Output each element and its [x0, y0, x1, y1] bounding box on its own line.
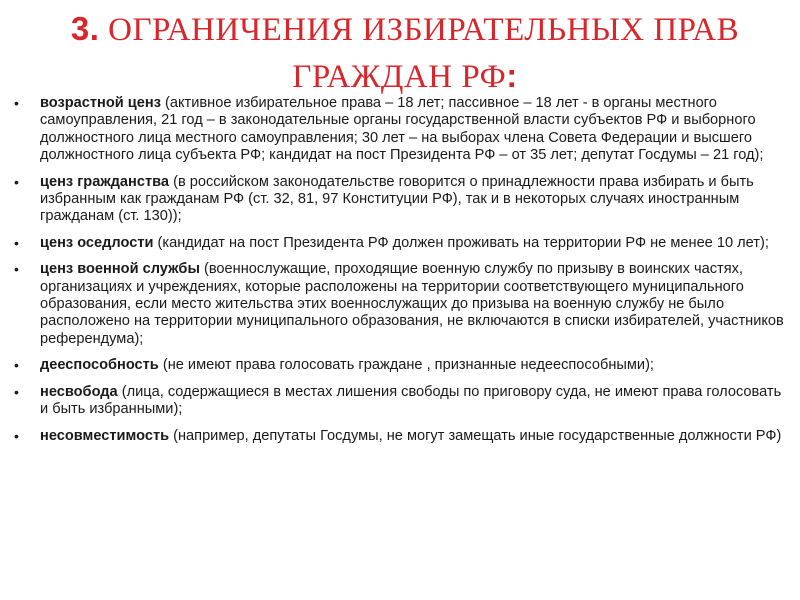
- list-item: [14, 357, 784, 374]
- slide-edge: [0, 0, 10, 600]
- bullet-icon: •: [14, 234, 19, 251]
- list-item: [14, 235, 784, 252]
- item-text: (кандидат на пост Президента РФ должен проживать на территории РФ не менее 10 лет);: [153, 234, 769, 251]
- bullet-icon: •: [14, 383, 19, 400]
- item-text: (военнослужащие, проходящие военную службу по призыву в воинских частях, организациях и учреждениях, которые расположены на территории соответствующего муниципального образования, если место жительства этих военнослужащих до призыва на военную службу не было расположено на территории муниципального образования, не включаются в списки избирателей, участников референдума);: [40, 261, 784, 347]
- list-item: [14, 95, 784, 165]
- title-text-2: ГРАЖДАН РФ: [292, 59, 507, 95]
- title-line-2: [20, 53, 790, 100]
- item-term: ценз гражданства: [40, 173, 170, 190]
- slide-title: [20, 6, 790, 100]
- list-item: [14, 384, 784, 419]
- item-text: (лица, содержащиеся в местах лишения свободы по приговору суда, не имеют права голосовать и быть избранными);: [40, 383, 782, 418]
- item-term: ценз военной службы: [40, 261, 200, 278]
- title-line-1: [20, 6, 790, 53]
- item-text: (например, депутаты Госдумы, не могут замещать иные государственные должности РФ): [169, 427, 782, 444]
- item-term: несвобода: [40, 383, 118, 400]
- title-text-1: ОГРАНИЧЕНИЯ ИЗБИРАТЕЛЬНЫХ ПРАВ: [108, 12, 740, 48]
- item-term: дееспособность: [40, 357, 159, 374]
- bullet-icon: •: [14, 173, 19, 190]
- bullet-icon: •: [14, 357, 19, 374]
- bullet-icon: •: [14, 261, 19, 278]
- bullet-icon: •: [14, 95, 19, 111]
- title-colon: :: [506, 57, 518, 94]
- bullet-list: [14, 95, 784, 454]
- item-term: возрастной ценз: [40, 95, 161, 111]
- item-text: (активное избирательное права – 18 лет; пассивное – 18 лет - в органы местного самоуправления, 21 год – в законодательные органы государственной власти субъектов РФ и выборного должностного лица местного самоуправления; 30 лет – на выборах члена Совета Федерации и высшего должностного лица субъекта РФ; кандидат на пост Президента РФ – от 35 лет; депутат Госдумы – 21 год);: [40, 95, 764, 164]
- item-term: несовместимость: [40, 427, 170, 444]
- title-number: 3.: [70, 10, 100, 47]
- item-term: ценз оседлости: [40, 234, 154, 251]
- list-item: [14, 174, 784, 226]
- list-item: [14, 261, 784, 348]
- bullet-icon: •: [14, 427, 19, 444]
- list-item: [14, 428, 784, 445]
- item-text: (в российском законодательстве говорится о принадлежности права избирать и быть избранным как гражданам РФ (ст. 32, 81, 97 Конституции РФ), так и в некоторых случаях иностранным гражданам (ст. 130));: [40, 173, 754, 225]
- item-text: (не имеют права голосовать граждане , признанные недееспособными);: [158, 357, 654, 374]
